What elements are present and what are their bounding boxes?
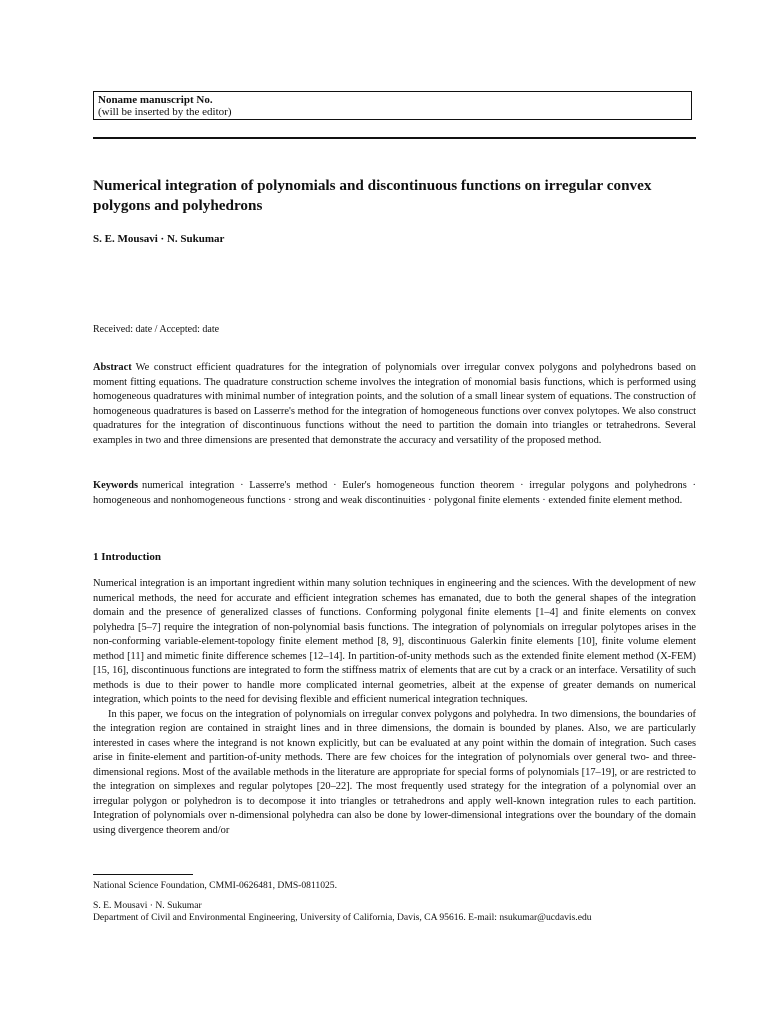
manuscript-label: Noname manuscript No. xyxy=(98,94,213,106)
manuscript-header-box xyxy=(93,91,692,120)
author-line: S. E. Mousavi · N. Sukumar xyxy=(93,233,225,245)
paragraph: In this paper, we focus on the integration of polynomials on irregular convex polygons and polyhedra. In two dimensions, the boundaries of the integration region are contained in straight lines and in three dimensions, the domain is bounded by planes. Also, we are particularly interested in cases where the integrand is not known explicitly, but can be evaluated at any point within the domain of integration. Such cases arise in finite-element and partition-of-unity methods. There are few choices for the integration of polynomials over general two- and three-dimensional regions. Most of the available methods in the literature are appropriate for special forms of polynomials [17–19], or are restricted to the integration on simplexes and regular polytopes [20–22]. The most frequently used strategy for the integration of a polynomial over an irregular polygon or polyhedron is to decompose it into triangles or tetrahedrons and apply well-known integration rules to each partition. Integration of polynomials over n-dimensional polyhedra can also be done by lower-dimensional integrations over the boundary of the domain using divergence theorem and/or xyxy=(93,708,696,836)
header-rule xyxy=(93,137,696,139)
affiliation-names: S. E. Mousavi · N. Sukumar xyxy=(93,900,202,911)
abstract-text: We construct efficient quadratures for the integration of polynomials over irregular convex polygons and polyhedrons based on moment fitting equations. The quadrature construction scheme involves the integration of monomial basis functions, which is performed using homogeneous quadratures with minimal number of integration points, and the solution of a small linear system of equations. The construction of homogeneous quadratures is based on Lasserre's method for the integration of homogeneous functions over convex polytopes. We also construct quadratures for the integration of discontinuous functions without the need to partition the domain into triangles or tetrahedrons. Several examples in two and three dimensions are presented that demonstrate the accuracy and versatility of the proposed method. xyxy=(93,362,696,446)
keywords-text: numerical integration · Lasserre's method · Euler's homogeneous function theorem · irregular polygons and polyhedrons · homogeneous and nonhomogeneous functions · strong and weak discontinuities · polygonal finite elements · extended finite element method. xyxy=(93,480,696,506)
footnote-rule xyxy=(93,874,193,875)
introduction-body xyxy=(93,577,696,838)
abstract-label: Abstract xyxy=(93,362,132,373)
section-heading: 1 Introduction xyxy=(93,551,161,563)
affiliation-address: Department of Civil and Environmental Engineering, University of California, Davis, CA 95616. E-mail: nsukumar@ucdavis.edu xyxy=(93,912,592,923)
paragraph: Numerical integration is an important ingredient within many solution techniques in engineering and the sciences. With the development of new numerical methods, the need for accurate and efficient integration schemes has emanated, due to both the general shapes of the integration domain and the presence of generalized classes of functions. Conforming polygonal finite elements [1–4] and finite elements on convex polyhedra [5–7] require the integration of non-polynomial basis functions. The integration of polynomials on irregular polytopes arises in the non-conforming variable-element-topology finite element method [8, 9], discontinuous Galerkin finite elements [10], finite volume element method [11] and mimetic finite difference schemes [12–14]. In partition-of-unity methods such as the extended finite element method (X-FEM) [15, 16], discontinuous functions are integrated to form the stiffness matrix of elements that are cut by a crack or an interface. Versatility of such methods is due to their power to handle more complicated internal geometries, albeit at the expense of greater demands on numerical integration, which points to the need for devising flexible and efficient numerical integration techniques. xyxy=(93,578,696,705)
funding-footnote: National Science Foundation, CMMI-0626481, DMS-0811025. xyxy=(93,880,337,891)
affiliation xyxy=(93,900,703,924)
paper-title: Numerical integration of polynomials and discontinuous functions on irregular convex polygons and polyhedrons xyxy=(93,177,652,214)
keywords-label: Keywords xyxy=(93,480,139,491)
abstract xyxy=(93,361,696,448)
editor-note: (will be inserted by the editor) xyxy=(98,106,232,118)
keywords xyxy=(93,479,696,508)
received-date: Received: date / Accepted: date xyxy=(93,324,220,335)
